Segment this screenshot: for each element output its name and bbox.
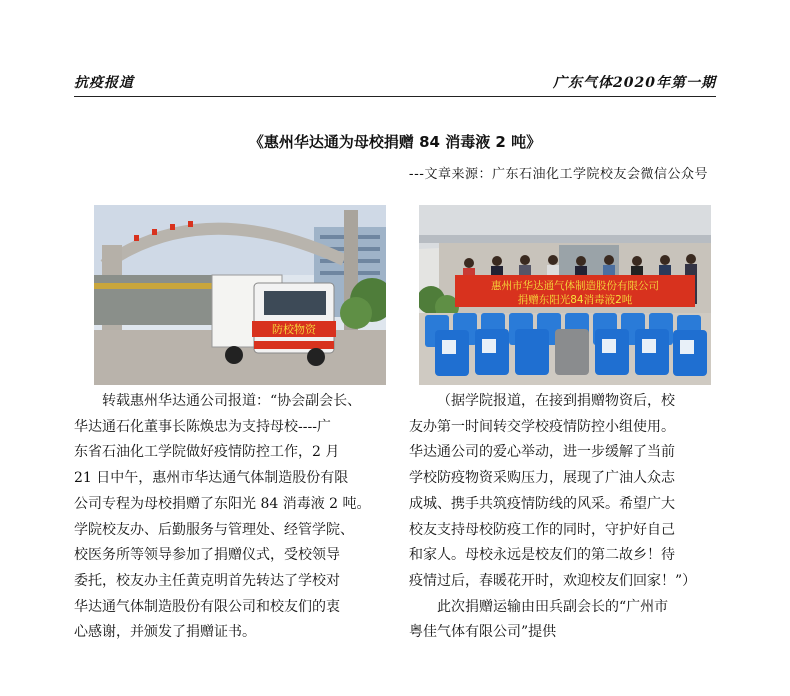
text-line: 粤佳气体有限公司”提供 xyxy=(409,624,557,641)
text-line: 华达通气体制造股份有限公司和校友们的衷 xyxy=(74,598,340,615)
text-line: 公司专程为母校捐赠了东阳光 84 消毒液 2 吨。 xyxy=(74,495,371,512)
text-line: 校友支持母校防疫工作的同时，守护好自己 xyxy=(409,521,675,538)
text-line: 和家人。母校永远是校友们的第二故乡！待 xyxy=(409,547,675,564)
text-line: 友办第一时间转交学校疫情防控小组使用。 xyxy=(409,418,675,435)
left-text-column xyxy=(74,389,394,646)
text-line: 华达通公司的爱心举动，进一步缓解了当前 xyxy=(409,444,675,461)
text-line: 东省石油化工学院做好疫情防控工作，2 月 xyxy=(74,444,340,461)
right-text-column xyxy=(409,389,729,646)
section-label: 抗疫报道 xyxy=(74,75,134,91)
right-photo-banner-line1: 惠州市华达通气体制造股份有限公司 xyxy=(491,280,659,292)
text-line: 转载惠州华达通公司报道：“协会副会长、 xyxy=(102,393,362,409)
text-line: 学院校友办、后勤服务与管理处、经管学院、 xyxy=(74,521,354,538)
left-photo-banner-text: 防校物资 xyxy=(272,323,316,336)
text-line: 校医务所等领导参加了捐赠仪式，受校领导 xyxy=(74,547,340,564)
header-divider xyxy=(74,96,716,97)
photo-donation-group xyxy=(419,205,711,385)
text-line: 学校防疫物资采购压力，展现了广油人众志 xyxy=(409,470,675,487)
article-source: ---文章来源：广东石油化工学院校友会微信公众号 xyxy=(408,167,708,182)
photo-delivery-truck xyxy=(94,205,386,385)
text-line: 华达通石化董事长陈焕忠为支持母校----广 xyxy=(74,418,331,435)
text-line: 成城、携手共筑疫情防线的风采。希望广大 xyxy=(409,495,675,512)
right-photo-banner-line2: 捐赠东阳光84消毒液2吨 xyxy=(517,294,633,306)
text-line: 疫情过后，春暖花开时，欢迎校友们回家！”） xyxy=(409,572,697,589)
publication-label: 广东气体2020年第一期 xyxy=(553,75,716,91)
article-title: 《惠州华达通为母校捐赠 84 消毒液 2 吨》 xyxy=(248,133,542,151)
text-line: 21 日中午，惠州市华达通气体制造股份有限 xyxy=(74,470,349,487)
text-line: 委托，校友办主任黄克明首先转达了学校对 xyxy=(74,572,340,589)
text-line: （据学院报道，在接到捐赠物资后，校 xyxy=(437,393,675,409)
text-line: 心感谢，并颁发了捐赠证书。 xyxy=(74,624,256,641)
text-line: 此次捐赠运输由田兵副会长的“广州市 xyxy=(437,598,669,615)
